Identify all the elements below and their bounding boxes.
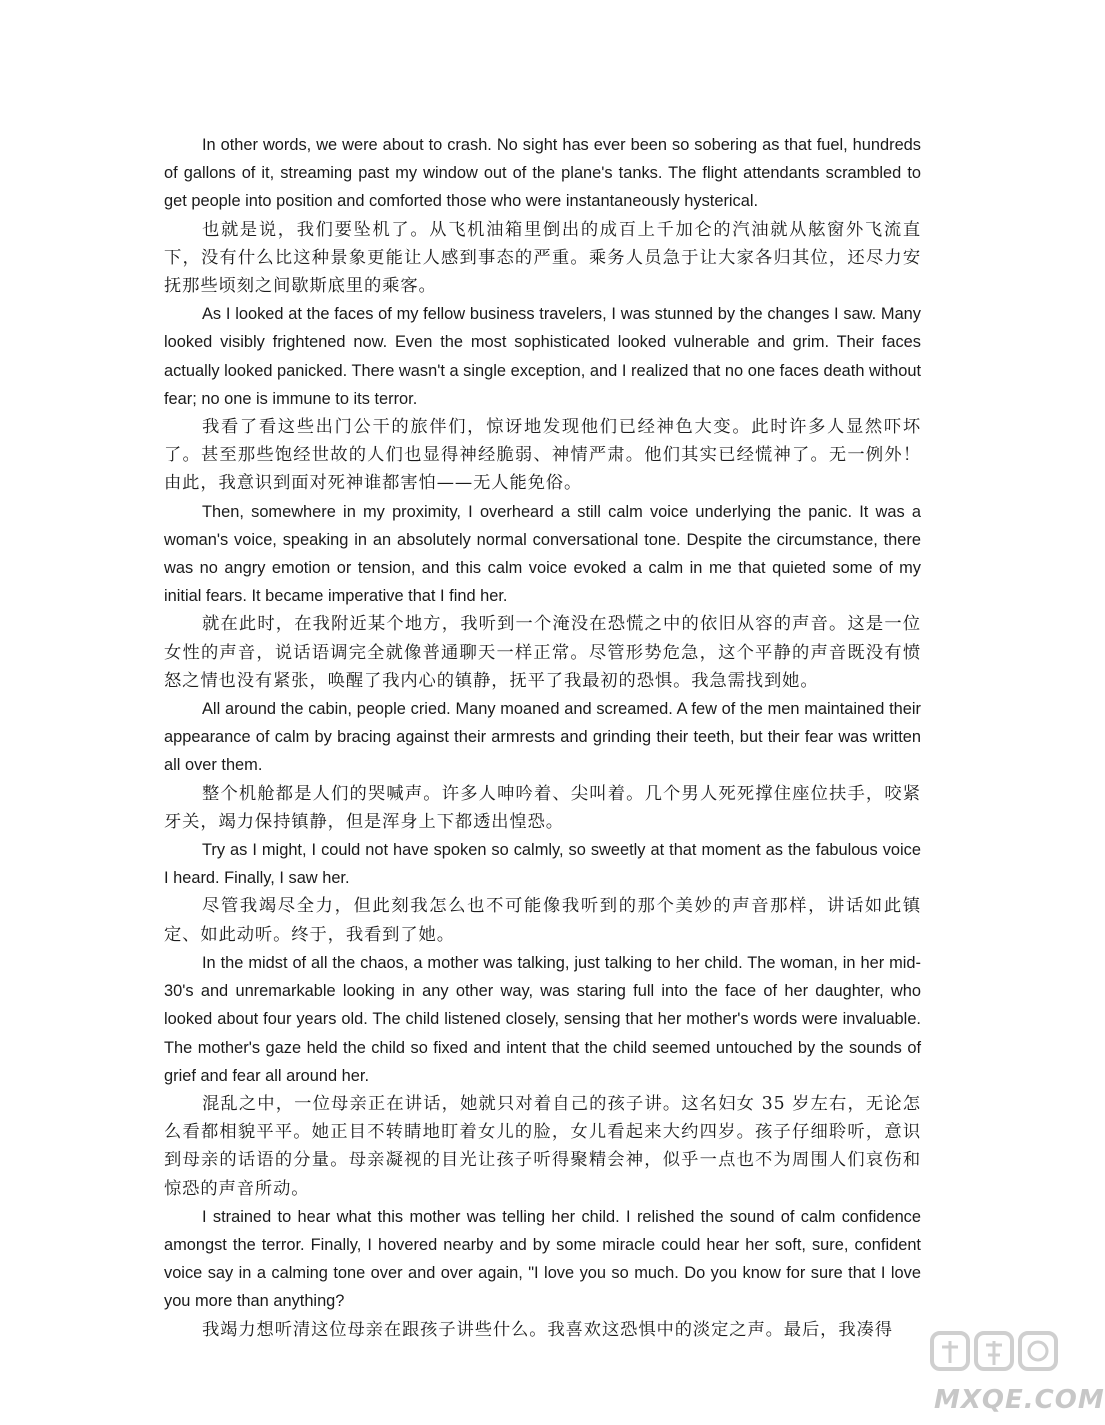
paragraph-english: Try as I might, I could not have spoken so calmly, so sweetly at that moment as the fabulous voice I heard. Finally, I saw her. bbox=[164, 841, 921, 888]
paragraph-chinese: 我竭力想听清这位母亲在跟孩子讲些什么。我喜欢这恐惧中的淡定之声。最后，我凑得 bbox=[202, 1319, 893, 1340]
paragraph-english: As I looked at the faces of my fellow business travelers, I was stunned by the changes I saw. Many looked visibly frightened now. Even the most sophisticated looked vulnerable and grim. Their faces actually looked panicked. There wasn't a single exception, and I realized that no one faces death without fear; no one is immune to its terror. bbox=[164, 305, 921, 408]
watermark-logo bbox=[872, 1329, 1105, 1419]
paragraph-chinese: 也就是说，我们要坠机了。从飞机油箱里倒出的成百上千加仑的汽油就从舷窗外飞流直下，没有什么比这种景象更能让人感到事态的严重。乘务人员急于让大家各归其位，还尽力安抚那些顷刻之间歇斯底里的乘客。 bbox=[164, 219, 921, 297]
article-body bbox=[164, 131, 921, 1344]
paragraph-english: Then, somewhere in my proximity, I overheard a still calm voice underlying the panic. It was a woman's voice, speaking in an absolutely normal conversational tone. Despite the circumstance, there was no angry emotion or tension, and this calm voice evoked a calm in me that quieted some of my initial fears. It became imperative that I find her. bbox=[164, 502, 921, 606]
paragraph-chinese: 我看了看这些出门公干的旅伴们，惊讶地发现他们已经神色大变。此时许多人显然吓坏了。甚至那些饱经世故的人们也显得神经脆弱、神情严肃。他们其实已经慌神了。无一例外！由此，我意识到面对死神谁都害怕——无人能免俗。 bbox=[164, 417, 921, 494]
paragraph-chinese: 混乱之中，一位母亲正在讲话，她就只对着自己的孩子讲。这名妇女 35 岁左右，无论怎么看都相貌平平。她正目不转睛地盯着女儿的脸，女儿看起来大约四岁。孩子仔细聆听，意识到母亲的话语的分量。母亲凝视的目光让孩子听得聚精会神，似乎一点也不为周围人们哀伤和惊恐的声音所动。 bbox=[164, 1093, 921, 1199]
paragraph-chinese: 尽管我竭尽全力，但此刻我怎么也不可能像我听到的那个美妙的声音那样，讲话如此镇定、如此动听。终于，我看到了她。 bbox=[164, 896, 921, 945]
paragraph-english: In other words, we were about to crash. No sight has ever been so sobering as that fuel, hundreds of gallons of it, streaming past my window out of the plane's tanks. The flight attendants scrambled to get people into position and comforted those who were instantaneously hysterical. bbox=[164, 136, 921, 211]
paragraph-english: All around the cabin, people cried. Many moaned and screamed. A few of the men maintained their appearance of calm by bracing against their armrests and grinding their teeth, but their fear was written all over them. bbox=[164, 700, 921, 775]
paragraph-english: I strained to hear what this mother was telling her child. I relished the sound of calm confidence amongst the terror. Finally, I hovered nearby and by some miracle could hear her soft, sure, confident voice say in a calming tone over and over again, "I love you so much. Do you know for sure that I love you more than anything? bbox=[164, 1207, 921, 1311]
watermark-text: MXQE.COM bbox=[934, 1385, 1105, 1415]
paragraph-chinese: 就在此时，在我附近某个地方，我听到一个淹没在恐慌之中的依旧从容的声音。这是一位女性的声音，说话语调完全就像普通聊天一样正常。尽管形势危急，这个平静的声音既没有愤怒之情也没有紧张，唤醒了我内心的镇静，抚平了我最初的恐惧。我急需找到她。 bbox=[164, 614, 921, 691]
paragraph-chinese: 整个机舱都是人们的哭喊声。许多人呻吟着、尖叫着。几个男人死死撑住座位扶手，咬紧牙关，竭力保持镇静，但是浑身上下都透出惶恐。 bbox=[164, 783, 921, 832]
paragraph-english: In the midst of all the chaos, a mother was talking, just talking to her child. The woman, in her mid-30's and unremarkable looking in any other way, was staring full into the face of her daughter, who looked about four years old. The child listened closely, sensing that her mother's words were invaluable. The mother's gaze held the child so fixed and intent that the child seemed untouched by the sounds of grief and fear all around her. bbox=[164, 953, 921, 1085]
